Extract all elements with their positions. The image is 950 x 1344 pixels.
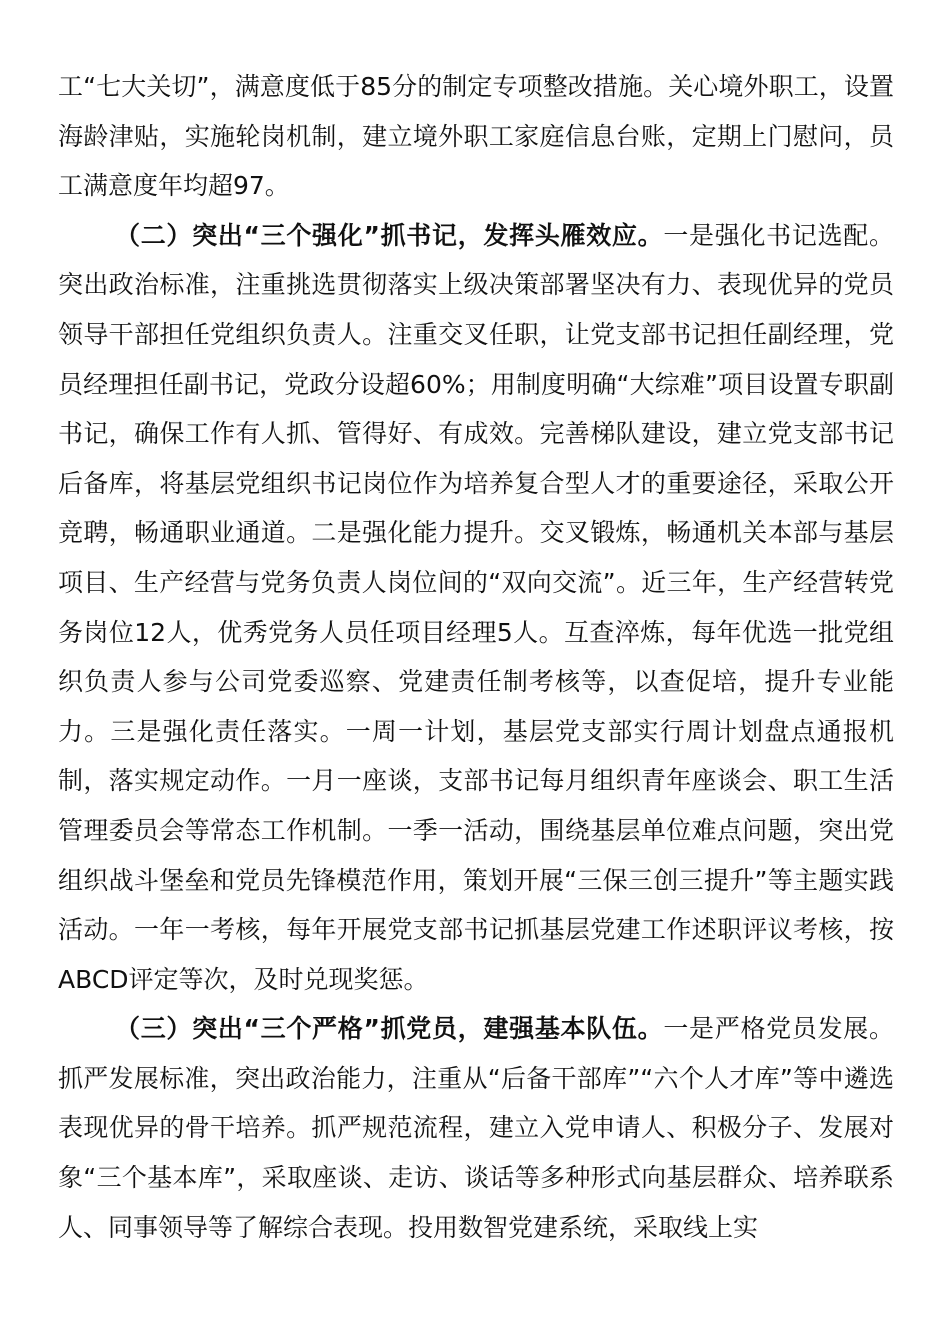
paragraph-continuation (58, 62, 894, 211)
section-3-heading: （三）突出“三个严格”抓党员，建强基本队伍。 (115, 1014, 664, 1044)
section-2-text: 一是强化书记选配。突出政治标准，注重挑选贯彻落实上级决策部署坚决有力、表现优异的党员领导干部担任党组织负责人。注重交叉任职，让党支部书记担任副经理，党员经理担任副书记，党政分设超60%；用制度明确“大综难”项目设置专职副书记，确保工作有人抓、管得好、有成效。完善梯队建设，建立党支部书记后备库，将基层党组织书记岗位作为培养复合型人才的重要途径，采取公开竞聘，畅通职业通道。二是强化能力提升。交叉锻炼，畅通机关本部与基层项目、生产经营与党务负责人岗位间的“双向交流”。近三年，生产经营转党务岗位12人，优秀党务人员任项目经理5人。互查淬炼，每年优选一批党组织负责人参与公司党委巡察、党建责任制考核等，以查促培，提升专业能力。三是强化责任落实。一周一计划，基层党支部实行周计划盘点通报机制，落实规定动作。一月一座谈，支部书记每月组织青年座谈会、职工生活管理委员会等常态工作机制。一季一活动，围绕基层单位难点问题，突出党组织战斗堡垒和党员先锋模范作用，策划开展“三保三创三提升”等主题实践活动。一年一考核，每年开展党支部书记抓基层党建工作述职评议考核，按ABCD评定等次，及时兑现奖惩。 (58, 220, 894, 994)
section-3-text: 一是严格党员发展。抓严发展标准，突出政治能力，注重从“后备干部库”“六个人才库”等中遴选表现优异的骨干培养。抓严规范流程，建立入党申请人、积极分子、发展对象“三个基本库”，采取座谈、走访、谈话等多种形式向基层群众、培养联系人、同事领导等了解综合表现。投用数智党建系统，采取线上实 (58, 1014, 894, 1242)
document-body (58, 62, 894, 1252)
paragraph-1-text: 工“七大关切”，满意度低于85分的制定专项整改措施。关心境外职工，设置海龄津贴，实施轮岗机制，建立境外职工家庭信息台账，定期上门慰问，员工满意度年均超97。 (58, 72, 894, 201)
section-2-heading: （二）突出“三个强化”抓书记，发挥头雁效应。 (115, 220, 664, 250)
paragraph-section-2 (58, 211, 894, 1005)
paragraph-section-3 (58, 1004, 894, 1252)
